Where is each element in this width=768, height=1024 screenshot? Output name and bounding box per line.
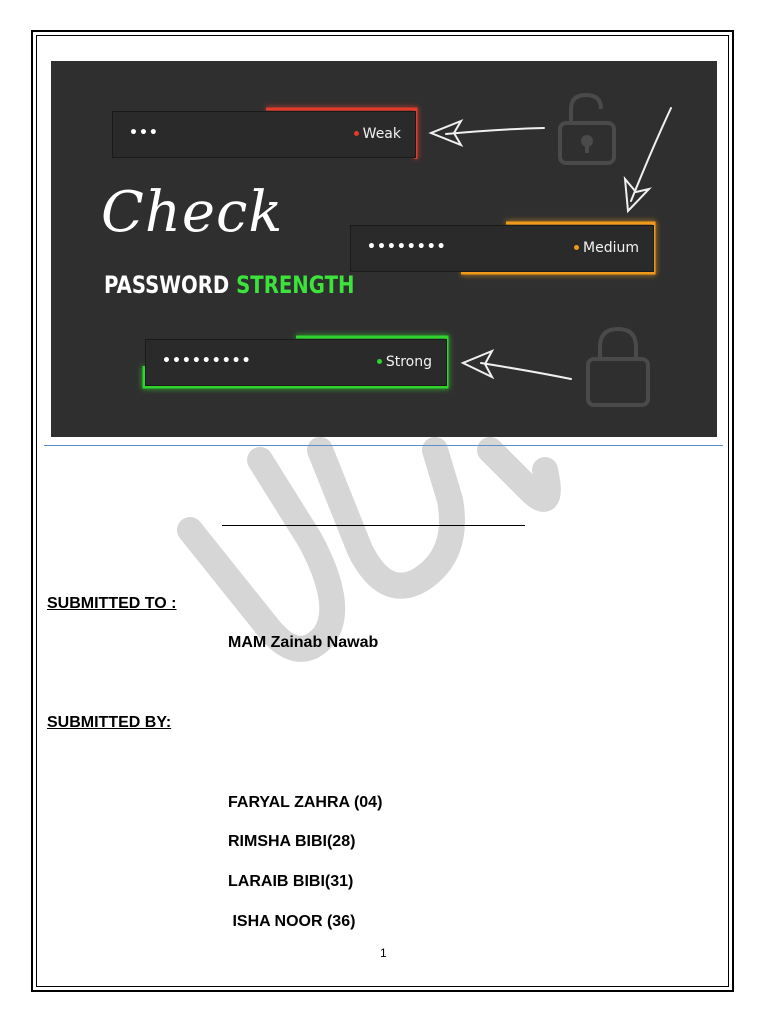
banner-title-script: Check [101,180,284,245]
arrow-to-strong-icon [463,351,571,379]
medium-strength-label [574,240,639,256]
watermark-logo [160,430,600,690]
strong-strength-label [377,354,432,370]
medium-password-mask: •••••••• [367,239,447,255]
banner-title-heading [104,271,354,299]
medium-indicator-dot [574,245,579,250]
strong-password-mask: ••••••••• [162,353,252,369]
medium-strength-text: Medium [583,240,639,256]
submitted-to-label: SUBMITTED TO : [47,595,177,612]
strong-password-field [145,339,447,386]
locked-padlock-icon [588,329,648,405]
arrow-to-weak-icon [431,121,544,145]
horizontal-divider [44,445,723,446]
weak-indicator-dot [354,131,359,136]
password-strength-banner [51,61,717,437]
banner-title-password: PASSWORD [104,271,230,299]
submitted-by-label: SUBMITTED BY: [47,714,172,731]
unlocked-padlock-icon [560,95,614,163]
member-name: LARAIB BIBI(31) [228,873,354,890]
member-name: FARYAL ZAHRA (04) [228,794,383,811]
title-underline [222,525,525,526]
submitted-to-name: MAM Zainab Nawab [228,634,379,651]
arrow-to-medium-icon [625,108,671,211]
weak-password-mask: ••• [129,125,159,141]
member-name: ISHA NOOR (36) [228,913,356,930]
page-number: 1 [380,946,387,960]
member-name: RIMSHA BIBI(28) [228,833,356,850]
strong-strength-text: Strong [385,354,432,370]
medium-password-field [350,225,654,272]
banner-title-strength: STRENGTH [236,271,355,299]
weak-password-field [112,111,416,158]
weak-strength-text: Weak [362,126,401,142]
strong-indicator-dot [377,359,382,364]
weak-strength-label [354,126,401,142]
